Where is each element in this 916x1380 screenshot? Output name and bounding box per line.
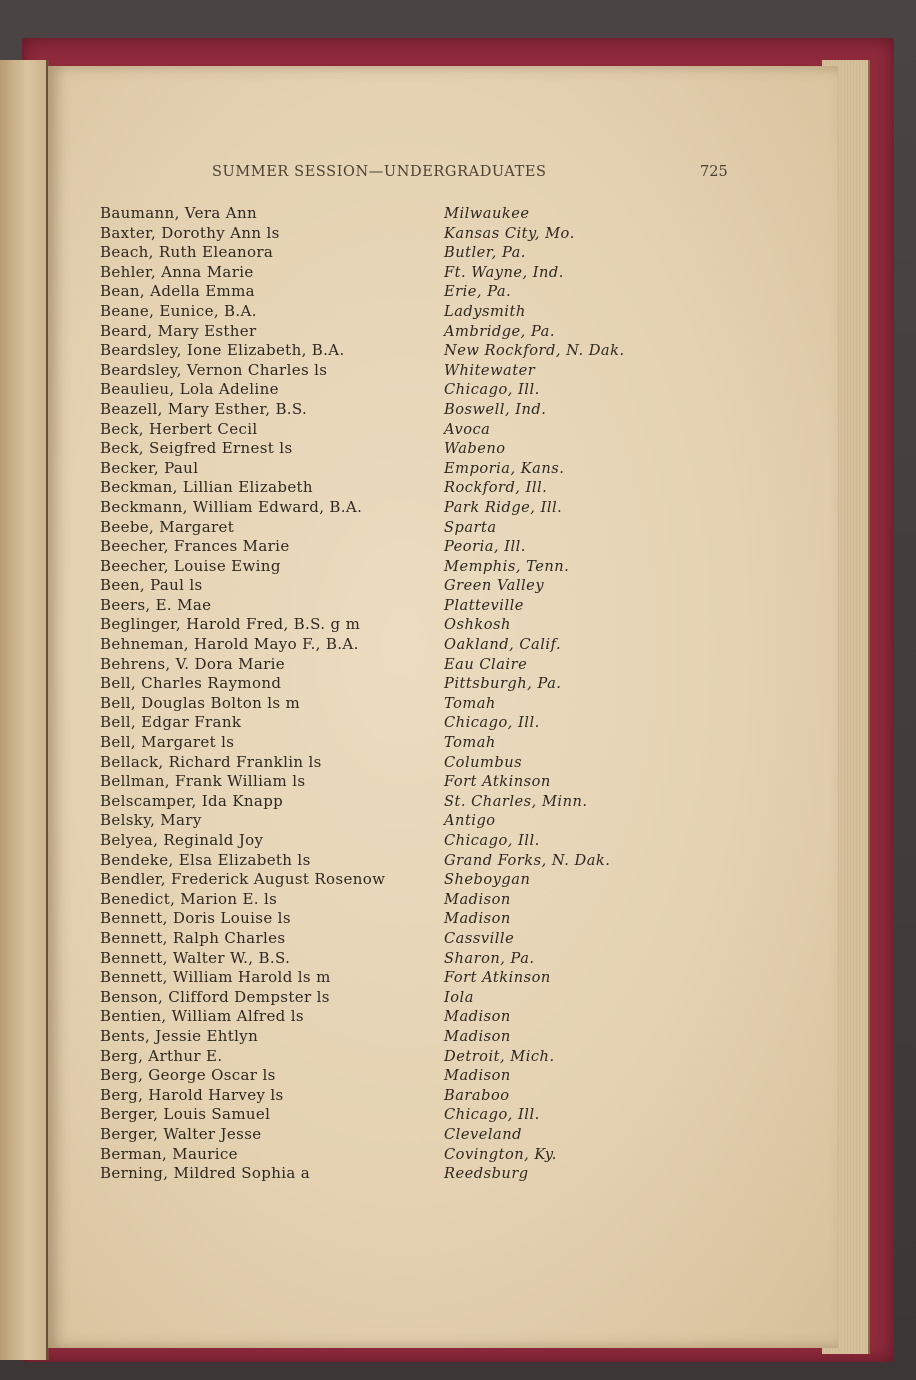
student-listing: [100, 204, 700, 1184]
student-hometown: Chicago, Ill.: [444, 381, 540, 399]
list-item: [100, 713, 700, 733]
student-hometown: Fort Atkinson: [444, 773, 551, 791]
student-name: Berger, Louis Samuel: [100, 1105, 271, 1124]
student-name: Bell, Margaret ls: [100, 733, 235, 752]
student-hometown: Cassville: [444, 929, 515, 947]
student-hometown: Emporia, Kans.: [444, 459, 565, 477]
student-name: Beck, Seigfred Ernest ls: [100, 439, 293, 458]
student-name: Bennett, William Harold ls m: [100, 968, 331, 987]
student-hometown: Whitewater: [444, 361, 536, 379]
student-name: Berg, Harold Harvey ls: [100, 1085, 284, 1104]
list-item: [100, 380, 700, 400]
list-item: [100, 1007, 700, 1027]
student-hometown: Madison: [444, 1027, 511, 1045]
student-name: Belsky, Mary: [100, 811, 202, 830]
student-hometown: Rockford, Ill.: [444, 479, 548, 497]
list-item: [100, 694, 700, 714]
list-item: [100, 518, 700, 538]
list-item: [100, 1105, 700, 1125]
student-name: Beane, Eunice, B.A.: [100, 301, 257, 320]
page-number: 725: [700, 164, 728, 180]
student-name: Beglinger, Harold Fred, B.S. g m: [100, 615, 361, 634]
student-hometown: Milwaukee: [444, 205, 530, 222]
student-hometown: Tomah: [444, 734, 496, 752]
student-name: Beebe, Margaret: [100, 517, 235, 536]
list-item: [100, 1027, 700, 1047]
student-hometown: Grand Forks, N. Dak.: [444, 851, 611, 869]
list-item: [100, 341, 700, 361]
student-hometown: Detroit, Mich.: [444, 1047, 555, 1065]
student-hometown: Ft. Wayne, Ind.: [444, 263, 564, 281]
list-item: [100, 1047, 700, 1067]
list-item: [100, 1125, 700, 1145]
student-hometown: Sharon, Pa.: [444, 949, 535, 967]
student-hometown: Fort Atkinson: [444, 969, 551, 987]
list-item: [100, 1145, 700, 1165]
student-hometown: Madison: [444, 910, 511, 928]
student-name: Bell, Douglas Bolton ls m: [100, 693, 301, 712]
student-name: Beaulieu, Lola Adeline: [100, 380, 279, 399]
student-hometown: Ladysmith: [444, 302, 526, 320]
student-hometown: St. Charles, Minn.: [444, 792, 588, 810]
student-name: Bendler, Frederick August Rosenow: [100, 870, 386, 889]
student-hometown: Oshkosh: [444, 616, 511, 634]
student-hometown: Chicago, Ill.: [444, 1106, 540, 1124]
student-name: Bell, Charles Raymond: [100, 674, 282, 693]
student-hometown: New Rockford, N. Dak.: [444, 342, 625, 360]
student-name: Benson, Clifford Dempster ls: [100, 987, 330, 1006]
student-hometown: Eau Claire: [444, 655, 528, 673]
list-item: [100, 635, 700, 655]
student-hometown: Green Valley: [444, 577, 545, 595]
student-hometown: Cleveland: [444, 1125, 522, 1143]
list-item: [100, 909, 700, 929]
list-item: [100, 439, 700, 459]
list-item: [100, 537, 700, 557]
student-name: Beck, Herbert Cecil: [100, 419, 258, 438]
student-hometown: Covington, Ky.: [444, 1145, 557, 1163]
student-name: Bennett, Walter W., B.S.: [100, 948, 291, 967]
student-hometown: Avoca: [444, 420, 491, 438]
list-item: [100, 870, 700, 890]
student-hometown: Kansas City, Mo.: [444, 224, 575, 242]
list-item: [100, 674, 700, 694]
list-item: [100, 1164, 700, 1184]
student-hometown: Ambridge, Pa.: [444, 322, 555, 340]
student-name: Baxter, Dorothy Ann ls: [100, 223, 280, 242]
student-name: Beecher, Frances Marie: [100, 537, 290, 556]
list-item: [100, 224, 700, 244]
student-name: Beard, Mary Esther: [100, 321, 257, 340]
list-item: [100, 772, 700, 792]
student-hometown: Memphis, Tenn.: [444, 557, 570, 575]
student-hometown: Oakland, Calif.: [444, 636, 562, 654]
list-item: [100, 968, 700, 988]
student-name: Beers, E. Mae: [100, 595, 212, 614]
student-name: Beardsley, Vernon Charles ls: [100, 360, 328, 379]
student-hometown: Boswell, Ind.: [444, 400, 547, 418]
list-item: [100, 596, 700, 616]
student-name: Behneman, Harold Mayo F., B.A.: [100, 635, 359, 654]
page-header: [0, 164, 916, 184]
student-hometown: Chicago, Ill.: [444, 714, 540, 732]
student-hometown: Pittsburgh, Pa.: [444, 675, 562, 693]
list-item: [100, 302, 700, 322]
student-hometown: Madison: [444, 1067, 511, 1085]
list-item: [100, 890, 700, 910]
list-item: [100, 361, 700, 381]
student-hometown: Madison: [444, 1008, 511, 1026]
student-name: Bentien, William Alfred ls: [100, 1007, 304, 1026]
student-name: Berg, Arthur E.: [100, 1046, 223, 1065]
list-item: [100, 949, 700, 969]
list-item: [100, 576, 700, 596]
running-head: SUMMER SESSION—UNDERGRADUATES: [212, 164, 547, 180]
list-item: [100, 400, 700, 420]
list-item: [100, 811, 700, 831]
list-item: [100, 733, 700, 753]
student-hometown: Park Ridge, Ill.: [444, 498, 563, 516]
student-name: Bean, Adella Emma: [100, 282, 255, 301]
student-hometown: Reedsburg: [444, 1165, 529, 1183]
list-item: [100, 988, 700, 1008]
list-item: [100, 557, 700, 577]
student-name: Belscamper, Ida Knapp: [100, 791, 284, 810]
student-hometown: Erie, Pa.: [444, 283, 512, 301]
student-name: Beckmann, William Edward, B.A.: [100, 497, 363, 516]
student-name: Bellman, Frank William ls: [100, 772, 306, 791]
student-name: Benedict, Marion E. ls: [100, 889, 278, 908]
student-name: Berger, Walter Jesse: [100, 1124, 262, 1143]
student-hometown: Iola: [444, 988, 474, 1006]
student-name: Berg, George Oscar ls: [100, 1066, 276, 1085]
student-name: Bellack, Richard Franklin ls: [100, 752, 322, 771]
list-item: [100, 459, 700, 479]
list-item: [100, 615, 700, 635]
student-name: Bell, Edgar Frank: [100, 713, 242, 732]
list-item: [100, 498, 700, 518]
student-hometown: Sheboygan: [444, 871, 531, 889]
student-hometown: Tomah: [444, 694, 496, 712]
student-name: Been, Paul ls: [100, 576, 203, 595]
student-name: Bennett, Ralph Charles: [100, 928, 286, 947]
student-name: Bennett, Doris Louise ls: [100, 909, 291, 928]
list-item: [100, 204, 700, 224]
student-name: Bents, Jessie Ehtlyn: [100, 1026, 259, 1045]
student-name: Belyea, Reginald Joy: [100, 831, 264, 849]
list-item: [100, 792, 700, 812]
list-item: [100, 282, 700, 302]
student-name: Beckman, Lillian Elizabeth: [100, 478, 313, 497]
list-item: [100, 263, 700, 283]
student-name: Beach, Ruth Eleanora: [100, 243, 274, 262]
student-hometown: Antigo: [444, 812, 496, 830]
student-hometown: Columbus: [444, 753, 523, 771]
student-hometown: Baraboo: [444, 1086, 510, 1104]
student-hometown: Madison: [444, 890, 511, 908]
student-name: Berning, Mildred Sophia a: [100, 1164, 311, 1183]
student-hometown: Butler, Pa.: [444, 244, 526, 262]
student-name: Bendeke, Elsa Elizabeth ls: [100, 850, 311, 869]
student-hometown: Wabeno: [444, 440, 506, 458]
student-name: Beardsley, Ione Elizabeth, B.A.: [100, 341, 345, 360]
list-item: [100, 831, 700, 851]
student-name: Beecher, Louise Ewing: [100, 556, 281, 575]
student-hometown: Sparta: [444, 518, 497, 536]
student-name: Becker, Paul: [100, 458, 199, 477]
list-item: [100, 851, 700, 871]
facing-page-edge: [0, 60, 49, 1360]
list-item: [100, 655, 700, 675]
student-hometown: Platteville: [444, 596, 524, 614]
list-item: [100, 1066, 700, 1086]
list-item: [100, 929, 700, 949]
list-item: [100, 420, 700, 440]
student-name: Behrens, V. Dora Marie: [100, 654, 286, 673]
student-name: Baumann, Vera Ann: [100, 204, 257, 222]
list-item: [100, 478, 700, 498]
list-item: [100, 243, 700, 263]
student-hometown: Peoria, Ill.: [444, 538, 526, 556]
student-hometown: Chicago, Ill.: [444, 832, 540, 849]
list-item: [100, 1086, 700, 1106]
student-name: Behler, Anna Marie: [100, 262, 254, 281]
list-item: [100, 322, 700, 342]
student-name: Berman, Maurice: [100, 1144, 238, 1163]
list-item: [100, 753, 700, 773]
student-name: Beazell, Mary Esther, B.S.: [100, 399, 308, 418]
